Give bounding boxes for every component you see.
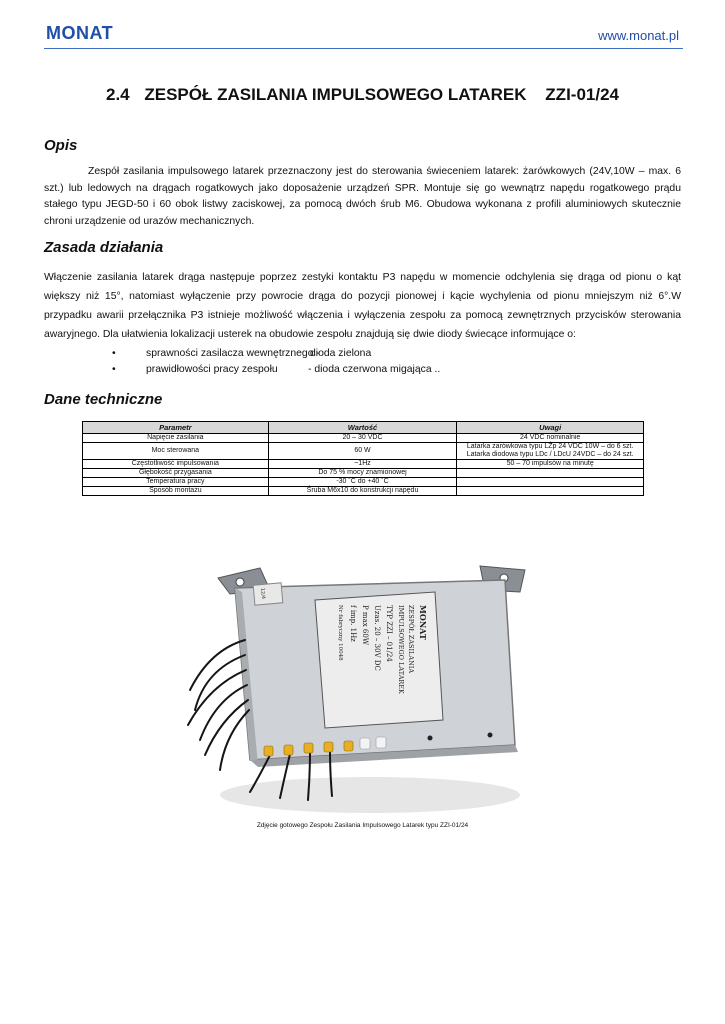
label-line: P max 60W <box>361 605 369 646</box>
table-row: Napięcie zasilania 20 – 30 VDC 24 VDC nominalnie <box>83 434 644 443</box>
label-line: ZESPÓŁ ZASILANIA <box>407 605 415 674</box>
table-row: Sposób montażu Śruba M6x10 do konstrukcji napędu <box>83 487 644 496</box>
opis-paragraph: Zespół zasilania impulsowego latarek przeznaczony jest do sterowania świeceniem latarek: żarówkowych (24V,10W – max. 6 szt.) lub ledowych na drągach rogatkowych jako doposażenie urządzeń SPR. Montuje się go wewnątrz napędu rogatkowego prądu stałego typu JEGD-50 i 60 obok listwy zaciskowej, za pomocą dwóch śrub M6. Obudowa wykonana z profili aluminiowych skutecznie chroni urządzenie od urazów mechanicznych. <box>44 166 681 227</box>
table-row: Głębokość przygasania Do 75 % mocy znamionowej <box>83 469 644 478</box>
label-line: MONAT <box>418 605 428 640</box>
header-url[interactable]: www.monat.pl <box>598 28 679 43</box>
label-line: Nr fabryczny 10048 <box>337 605 343 661</box>
product-code: ZZI-01/24 <box>545 85 619 104</box>
bullet-icon: • <box>112 348 116 359</box>
section-title: ZESPÓŁ ZASILANIA IMPULSOWEGO LATAREK <box>144 85 527 104</box>
bullet-icon: • <box>112 364 116 375</box>
table-header-row <box>83 422 644 434</box>
heading-opis: Opis <box>44 137 78 154</box>
table-row: Moc sterowana 60 W Latarka żarówkowa typu LŻp 24 VDC 10W – do 6 szt. Latarka diodowa typu LDc / LDcU 24VDC – do 24 szt. <box>83 443 644 460</box>
header-rule <box>44 48 683 49</box>
device-tag: 12/4 <box>259 587 266 600</box>
device-photo <box>180 560 540 820</box>
table-row: Częstotliwość impulsowania ~1Hz 50 – 70 impulsów na minutę <box>83 460 644 469</box>
column-header: Wartość <box>268 422 457 434</box>
photo-caption: Zdjęcie gotowego Zespołu Zasilania Impulsowego Latarek typu ZZI-01/24 <box>256 822 469 829</box>
heading-dane: Dane techniczne <box>44 391 163 408</box>
section-number: 2.4 <box>106 85 130 104</box>
column-header: Parametr <box>83 422 269 434</box>
heading-zasada: Zasada działania <box>44 239 164 256</box>
header-logo: MONAT <box>46 23 114 43</box>
zasada-paragraph: Włączenie zasilania latarek drąga następuje poprzez zestyki kontaktu P3 napędu w momencie odchylenia się drąga od pionu o kąt większy niż 15°, natomiast wyłączenie przy powrocie drąga do pozycji pionowej i kącie wychylenia od pionu mniejszym niż 6°.W przypadku awarii przełącznika P3 istnieje możliwość włączenia i wyłączenia zespołu za pomocą zewnętrznych przycisków sterowania awaryjnego. Dla ułatwienia lokalizacji usterek na obudowie zespołu znajdują się dwie diody świecące informujące o: <box>44 272 681 340</box>
label-line: Uzas. 20 – 30V DC <box>373 605 381 671</box>
label-line: TYP ZZI – 01/24 <box>385 605 393 662</box>
column-header: Uwagi <box>457 422 644 434</box>
label-line: IMPULSOWEGO LATAREK <box>397 605 405 694</box>
table-row: Temperatura pracy -30 ˚C do +40 ˚C <box>83 478 644 487</box>
spec-table <box>82 421 644 496</box>
label-line: f imp. 1Hz <box>349 605 357 642</box>
page-title <box>0 85 725 105</box>
